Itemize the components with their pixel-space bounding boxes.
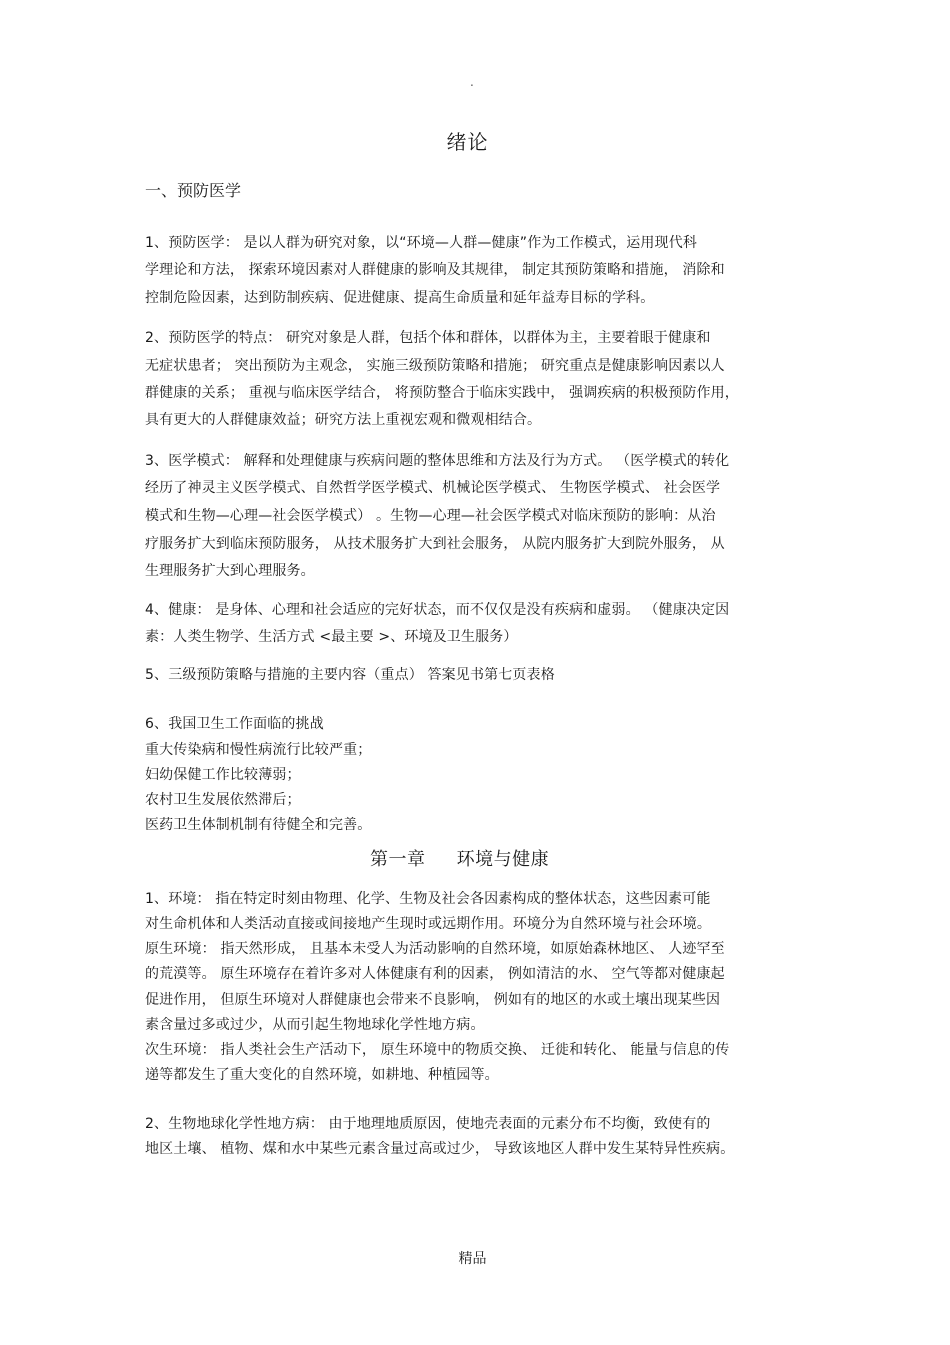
text-line: 1、环境： 指在特定时刻由物理、化学、生物及社会各因素构成的整体状态，这些因素可能 [145,891,711,907]
text-line: 地区土壤、 植物、煤和水中某些元素含量过高或过少， 导致该地区人群中发生某特异性疾病。 [145,1141,735,1157]
text-line: 对生命机体和人类活动直接或间接地产生现时或远期作用。环境分为自然环境与社会环境。 [145,916,711,932]
text-line: 的荒漠等。 原生环境存在着许多对人体健康有利的因素， 例如清洁的水、 空气等都对健康起 [145,966,725,982]
text-line: 学理论和方法， 探索环境因素对人群健康的影响及其规律， 制定其预防策略和措施， 消除和 [145,262,725,278]
footer-text: 精品 [458,1251,487,1267]
section-heading: 一、预防医学 [145,181,242,200]
text-line: 具有更大的人群健康效益；研究方法上重视宏观和微观相结合。 [145,412,542,428]
text-line: 农村卫生发展依然滞后； [145,792,301,808]
text-line: 3、医学模式： 解释和处理健康与疾病问题的整体思维和方法及行为方式。 （医学模式的转化 [145,453,730,469]
text-line: 经历了神灵主义医学模式、自然哲学医学模式、机械论医学模式、 生物医学模式、 社会医学 [145,480,721,496]
text-line: 模式和生物—心理—社会医学模式） 。生物—心理—社会医学模式对临床预防的影响：从治 [145,508,716,524]
text-line: 原生环境： 指天然形成， 且基本未受人为活动影响的自然环境，如原始森林地区、 人迹罕至 [145,941,725,957]
text-line: 4、健康： 是身体、心理和社会适应的完好状态，而不仅仅是没有疾病和虚弱。 （健康决定因 [145,602,730,618]
text-line: 素：人类生物学、生活方式 <最主要 >、环境及卫生服务） [145,629,518,645]
text-line: 生理服务扩大到心理服务。 [145,563,315,579]
text-line: 重大传染病和慢性病流行比较严重； [145,742,372,758]
text-line: 医药卫生体制机制有待健全和完善。 [145,817,372,833]
text-line: 妇幼保健工作比较薄弱； [145,767,301,783]
text-line: 递等都发生了重大变化的自然环境，如耕地、种植园等。 [145,1067,499,1083]
chapter-title: 第一章 环境与健康 [370,849,550,870]
text-line: 次生环境： 指人类社会生产活动下， 原生环境中的物质交换、 迁徙和转化、 能量与信息的传 [145,1042,730,1058]
text-line: 无症状患者； 突出预防为主观念， 实施三级预防策略和措施； 研究重点是健康影响因素以人 [145,358,725,374]
text-line: 素含量过多或过少，从而引起生物地球化学性地方病。 [145,1017,485,1033]
header-dot: . [470,75,474,89]
text-line: 5、三级预防策略与措施的主要内容（重点） 答案见书第七页表格 [145,667,555,683]
text-line: 6、我国卫生工作面临的挑战 [145,716,324,732]
page-title: 绪论 [446,130,489,154]
text-line: 2、预防医学的特点： 研究对象是人群，包括个体和群体，以群体为主，主要着眼于健康和 [145,330,711,346]
text-line: 控制危险因素，达到防制疾病、促进健康、提高生命质量和延年益寿目标的学科。 [145,290,655,306]
text-line: 群健康的关系； 重视与临床医学结合， 将预防整合于临床实践中， 强调疾病的积极预防作用， [145,385,739,401]
text-line: 疗服务扩大到临床预防服务， 从技术服务扩大到社会服务， 从院内服务扩大到院外服务， 从 [145,536,725,552]
text-line: 2、生物地球化学性地方病： 由于地理地质原因，使地壳表面的元素分布不均衡，致使有的 [145,1116,711,1132]
text-line: 促进作用， 但原生环境对人群健康也会带来不良影响， 例如有的地区的水或土壤出现某些因 [145,992,721,1008]
text-line: 1、预防医学： 是以人群为研究对象，以“环境—人群—健康”作为工作模式，运用现代科 [145,235,698,251]
